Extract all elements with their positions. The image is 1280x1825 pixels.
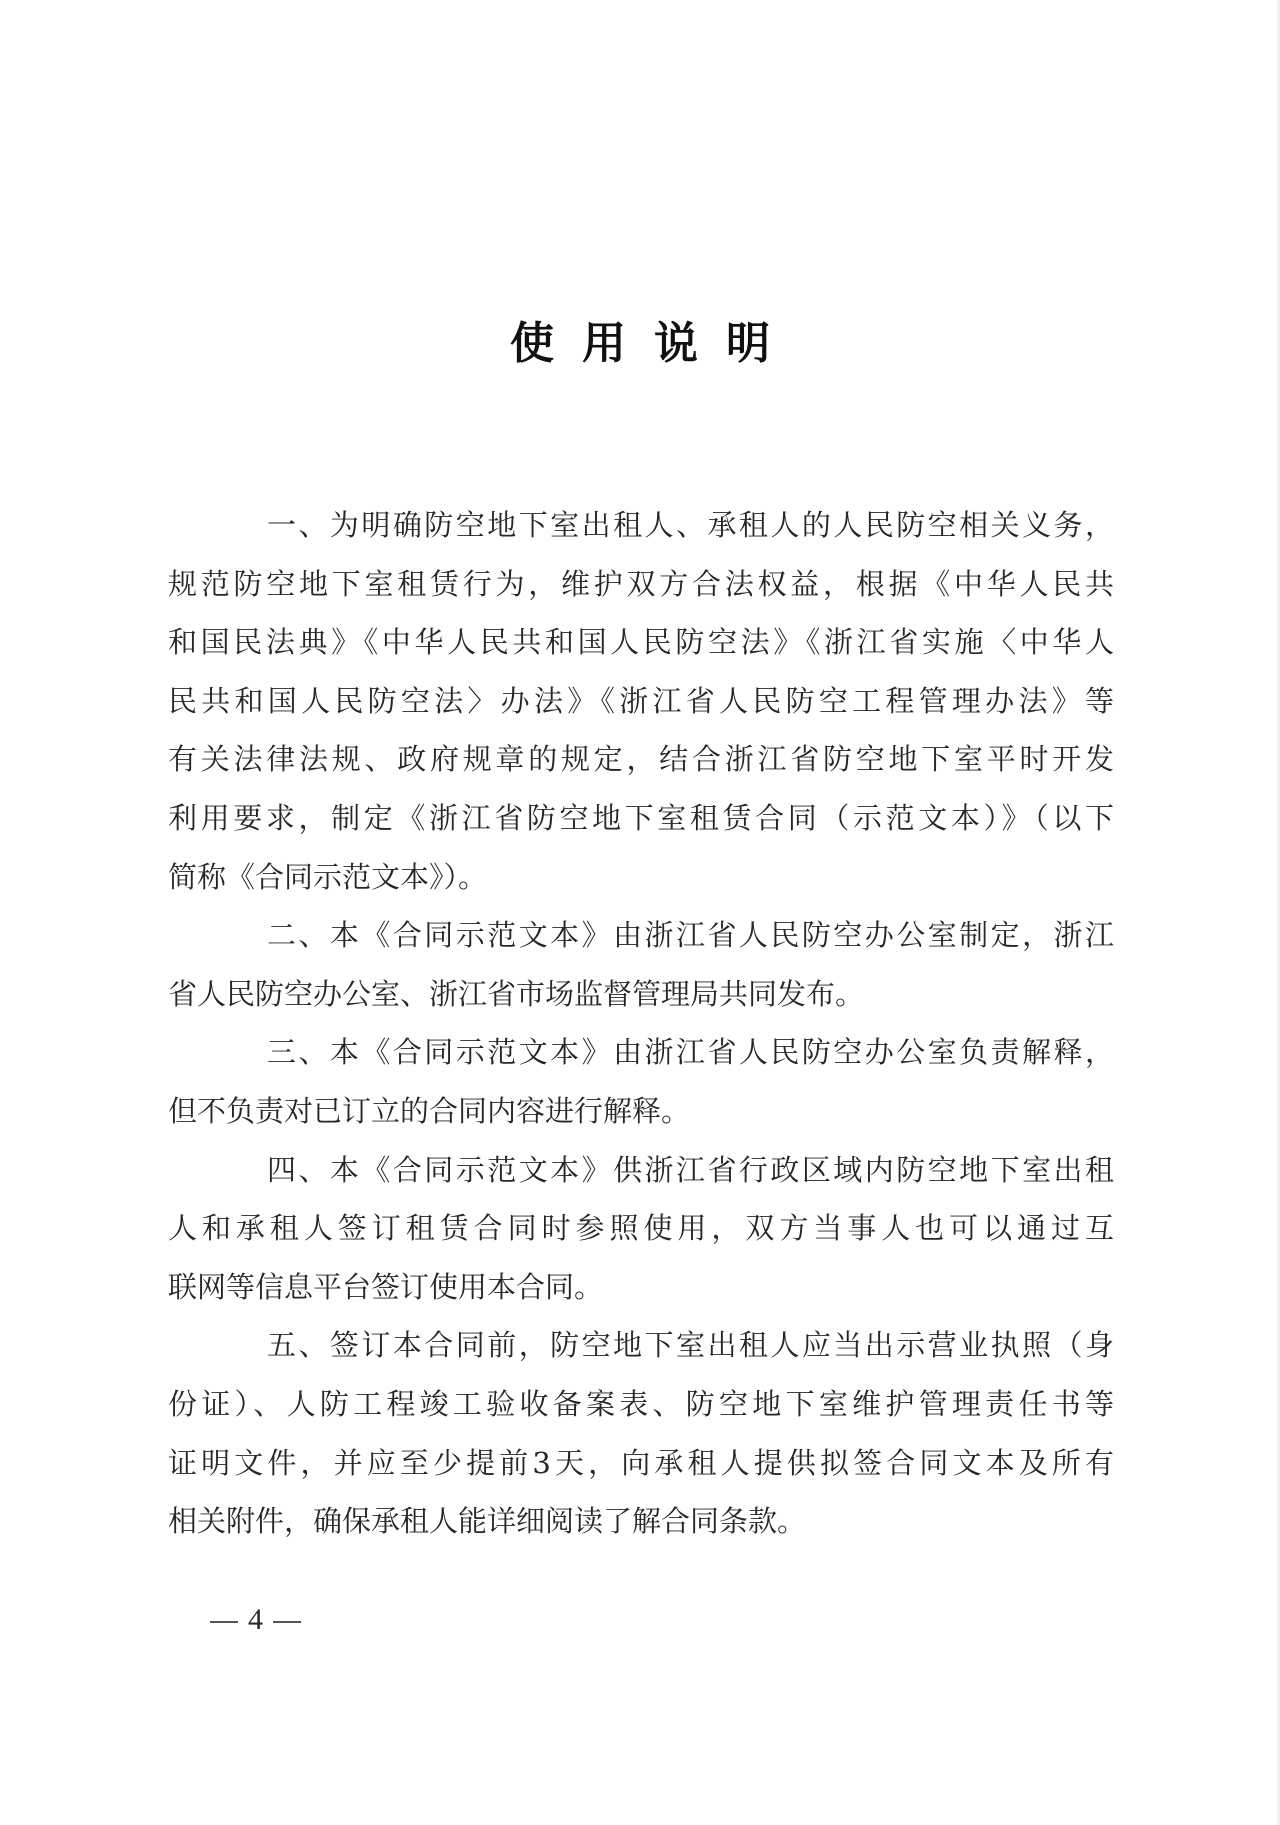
text-line: 证明文件，并应至少提前3天，向承租人提供拟签合同文本及所有	[168, 1445, 1114, 1480]
text-line: 相关附件，确保承租人能详细阅读了解合同条款。	[168, 1504, 807, 1539]
text-line: 三、本《合同示范文本》由浙江省人民防空办公室负责解释，	[267, 1035, 1114, 1070]
page-number	[200, 1600, 311, 1640]
paragraph-3	[168, 1023, 1114, 1140]
paragraph-2	[168, 906, 1114, 1023]
text-line: 四、本《合同示范文本》供浙江省行政区域内防空地下室出租	[267, 1152, 1114, 1187]
page-title: 使用说明	[510, 318, 798, 369]
text-line: 人和承租人签订租赁合同时参照使用，双方当事人也可以通过互	[168, 1211, 1114, 1246]
text-line: 民共和国人民防空法〉办法》《浙江省人民防空工程管理办法》等	[168, 683, 1114, 718]
page-number-value: 4	[248, 1603, 263, 1636]
text-line: 一、为明确防空地下室出租人、承租人的人民防空相关义务，	[267, 508, 1114, 542]
text-line: 简称《合同示范文本》）。	[168, 859, 488, 894]
text-line: 五、签订本合同前，防空地下室出租人应当出示营业执照（身	[267, 1328, 1114, 1363]
dash-left	[210, 1621, 238, 1623]
dash-right	[273, 1621, 301, 1623]
paragraph-5	[168, 1316, 1114, 1550]
text-line: 有关法律法规、政府规章的规定，结合浙江省防空地下室平时开发	[168, 742, 1114, 777]
text-line: 份证）、人防工程竣工验收备案表、防空地下室维护管理责任书等	[168, 1386, 1114, 1421]
document-body	[168, 496, 1114, 1551]
text-line: 和国民法典》《中华人民共和国人民防空法》《浙江省实施〈中华人	[168, 625, 1114, 660]
text-line: 利用要求，制定《浙江省防空地下室租赁合同（示范文本）》（以下	[168, 800, 1114, 835]
scan-edge	[1276, 0, 1280, 1825]
text-line: 省人民防空办公室、浙江省市场监督管理局共同发布。	[168, 976, 865, 1011]
text-line: 规范防空地下室租赁行为，维护双方合法权益，根据《中华人民共	[168, 566, 1114, 601]
text-line: 但不负责对已订立的合同内容进行解释。	[168, 1093, 691, 1128]
text-line: 二、本《合同示范文本》由浙江省人民防空办公室制定，浙江	[267, 918, 1114, 953]
text-line: 联网等信息平台签订使用本合同。	[168, 1269, 604, 1304]
paragraph-4	[168, 1141, 1114, 1317]
paragraph-1	[168, 496, 1114, 906]
